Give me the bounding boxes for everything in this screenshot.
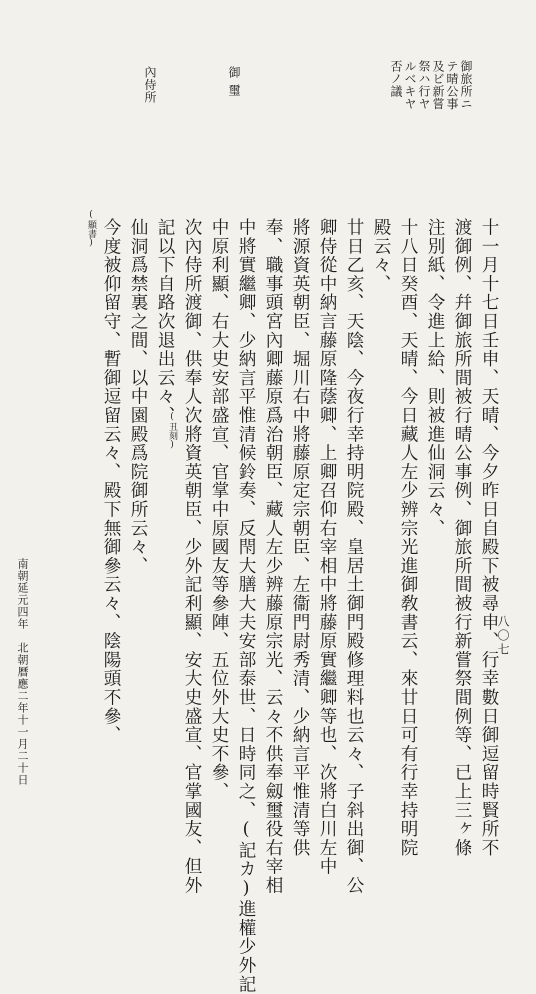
body-line-2: 渡御例、幷御旅所間被行晴公事例、御旅所間被行新嘗祭間例等、已上三ヶ條 (452, 218, 472, 858)
heading-note-5: ルベキヤ (403, 60, 417, 110)
side-caption: 南朝延元四年 北朝曆應二年十一月二十日 (16, 558, 29, 786)
body-line-12: 次內侍所渡御、供奉人次將資英朝臣、少外記利顯、安大史盛宣、官掌國友、但外 (182, 218, 202, 895)
body-line-7: 卿侍從中納言藤原隆蔭卿、上卿召仰右宰相中將藤原實繼卿等也、次將白川左中 (317, 218, 337, 876)
body-line-10: 中將實繼卿、少納言平惟清候鈴奏、反閇大膳大夫安部泰世、日時同之、(記カ)進權少外記 (236, 218, 256, 994)
body-line-1: 十一月十七日壬申、天晴、今夕昨日自殿下被尋申、行幸數日御逗留時賢所不 (479, 218, 499, 858)
body-line-11: 中原利顯、右大史安部盛宣、官掌中原國友等參陣、五位外大史不參、 (209, 218, 229, 801)
body-line-13: 記以下自路次退出云々、 (155, 218, 175, 425)
heading-note-1: 御旅所ニ (459, 60, 473, 110)
heading-note-3: 及ビ新嘗 (431, 60, 445, 110)
heading-note-4: 祭ハ行ヤ (417, 60, 431, 110)
body-line-8: 將源資英朝臣、堀川右中將藤原定宗朝臣、左衞門尉秀清、少納言平惟清等供 (290, 218, 310, 858)
body-line-3: 注別紙、令進上給、則被進仙洞云々、 (425, 218, 445, 538)
body-line-14: 仙洞爲禁裏之間、以中園殿爲院御所云々、 (128, 218, 148, 576)
body-line-9: 奉、職事頭宮內卿藤原爲治朝臣、藏人左少辨藤原宗光、云々不供奉劔璽役右宰相 (263, 218, 283, 895)
heading-title-1: 御璽 (227, 66, 241, 102)
heading-note-2: テ晴公事 (445, 60, 459, 110)
heading-title-2: 內侍所 (143, 66, 157, 104)
body-line-5: 殿云々、 (371, 218, 391, 294)
heading-note-6: 否ノ議 (389, 60, 403, 98)
body-line-4: 十八日癸酉、天晴、今日藏人左少辨宗光進御敎書云、來廿日可有行幸持明院 (398, 218, 418, 858)
page-number: 八〇七 (496, 615, 510, 657)
body-line-15: 今度被仰留守、暫御逗留云々、殿下無御參云々、陰陽頭不參、 (101, 218, 121, 745)
marginal-label-kensho: (顯書) (86, 210, 96, 248)
body-line-6: 廿日乙亥、天陰、今夜行幸持明院殿、皇居土御門殿修理料也云々、子斜出御、公 (344, 218, 364, 895)
marginal-label-ushi: (丑刻) (167, 412, 177, 450)
